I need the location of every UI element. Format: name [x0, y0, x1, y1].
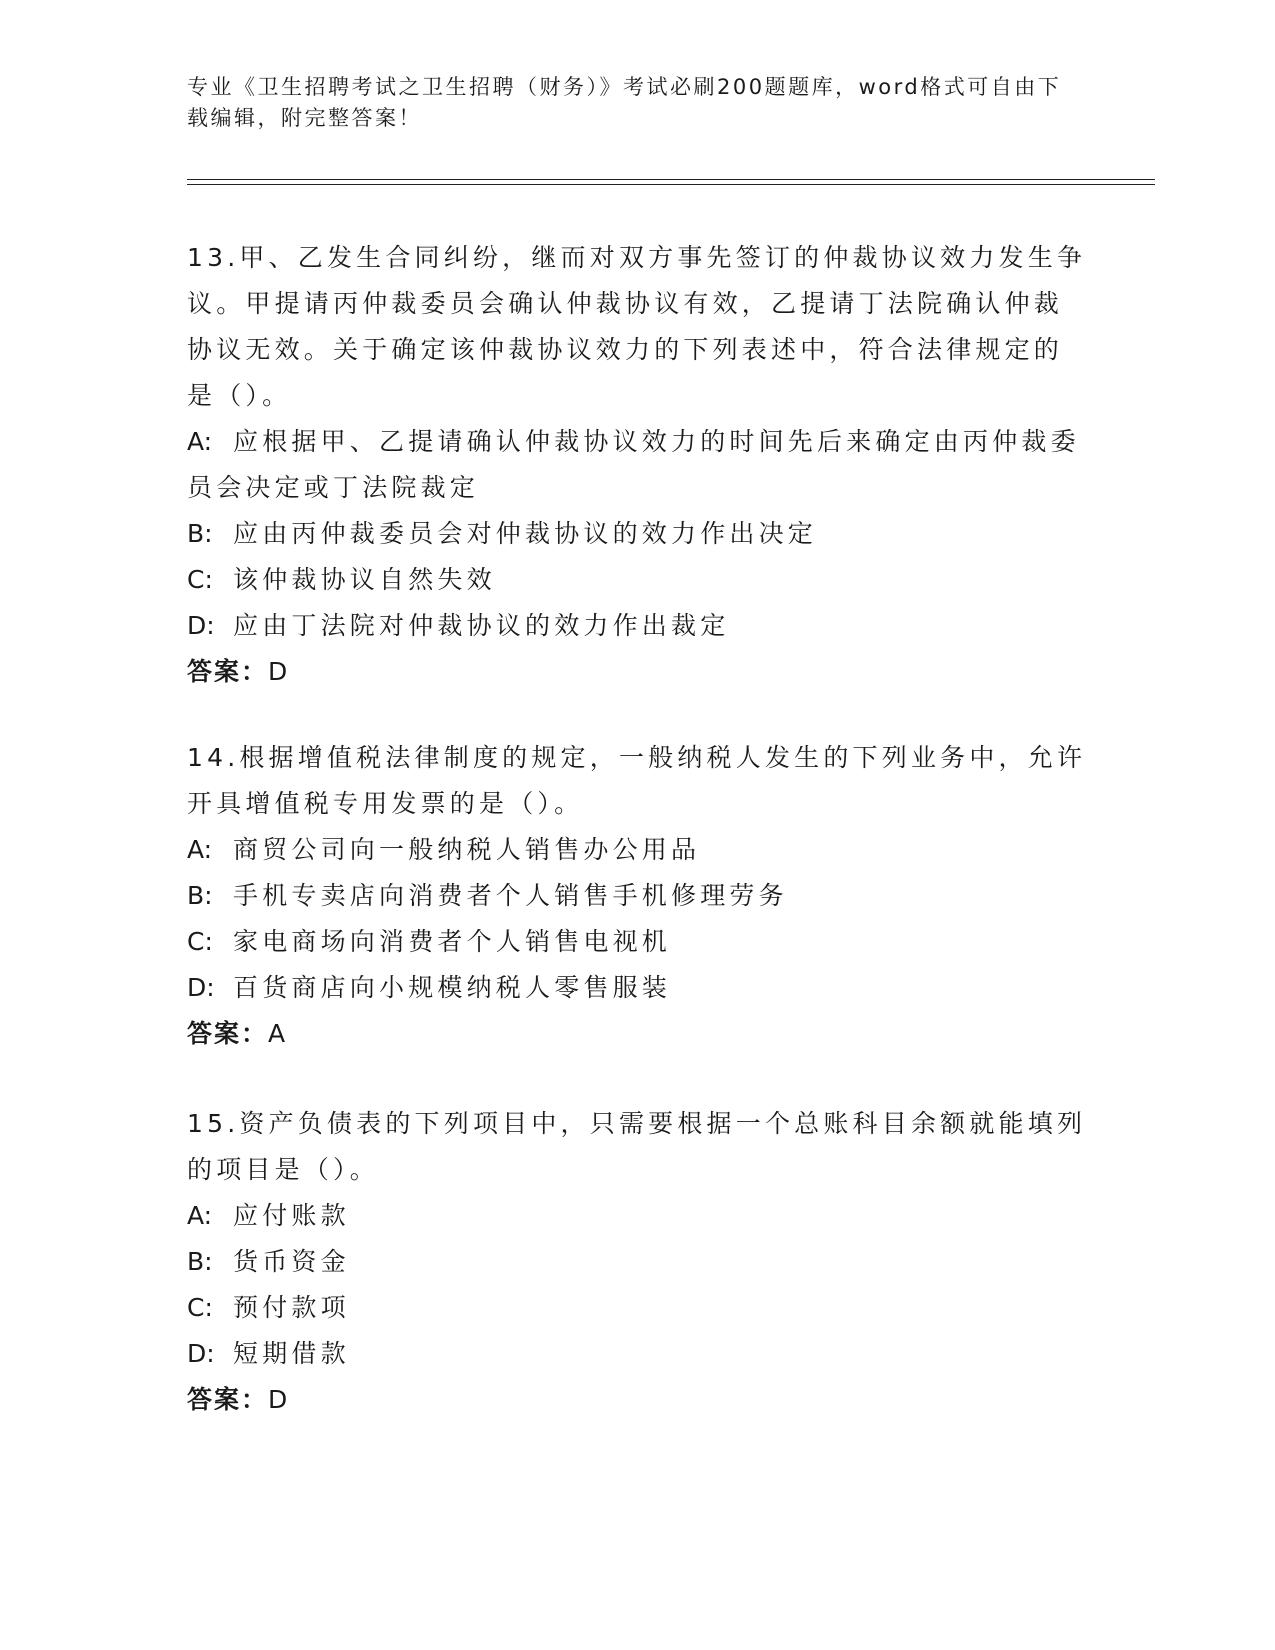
option-b: [187, 511, 1087, 557]
question-15: [187, 1101, 1087, 1423]
option-text: 应由丁法院对仲裁协议的效力作出裁定: [233, 611, 730, 640]
option-d: [187, 603, 1087, 649]
option-text: 家电商场向消费者个人销售电视机: [233, 927, 672, 956]
option-text: 应根据甲、乙提请确认仲裁协议效力的时间先后来确定由丙仲裁委员会决定或丁法院裁定: [187, 427, 1080, 502]
option-letter: D:: [187, 973, 215, 1002]
answer-label: 答案：: [187, 1019, 269, 1048]
option-d: [187, 1331, 1087, 1377]
option-text: 应由丙仲裁委员会对仲裁协议的效力作出决定: [233, 519, 818, 548]
answer-label: 答案：: [187, 1385, 269, 1414]
option-text: 商贸公司向一般纳税人销售办公用品: [233, 835, 701, 864]
answer-label: 答案：: [187, 657, 269, 686]
option-letter: B:: [187, 1247, 213, 1276]
question-14: [187, 735, 1087, 1057]
answer-line: [187, 1377, 1087, 1423]
option-letter: C:: [187, 1293, 213, 1322]
option-text: 预付款项: [233, 1293, 350, 1322]
option-letter: D:: [187, 611, 215, 640]
answer-value: D: [268, 1385, 290, 1414]
question-13: [187, 235, 1087, 695]
option-c: [187, 1285, 1087, 1331]
option-letter: A:: [187, 1201, 213, 1230]
answer-value: D: [268, 657, 290, 686]
answer-value: A: [268, 1019, 288, 1048]
document-header: 专业《卫生招聘考试之卫生招聘（财务）》考试必刷200题题库，word格式可自由下载编辑，附完整答案！: [187, 75, 1062, 130]
question-stem: 13.甲、乙发生合同纠纷，继而对双方事先签订的仲裁协议效力发生争议。甲提请丙仲裁委员会确认仲裁协议有效，乙提请丁法院确认仲裁协议无效。关于确定该仲裁协议效力的下列表述中，符合法律规定的是（）。: [187, 243, 1087, 410]
option-b: [187, 1239, 1087, 1285]
question-stem: 14.根据增值税法律制度的规定，一般纳税人发生的下列业务中，允许开具增值税专用发票的是（）。: [187, 743, 1087, 818]
option-letter: A:: [187, 427, 213, 456]
question-stem: 15.资产负债表的下列项目中，只需要根据一个总账科目余额就能填列的项目是（）。: [187, 1109, 1087, 1184]
header-divider-top: [187, 179, 1155, 180]
header-divider-bottom: [187, 184, 1155, 185]
option-letter: B:: [187, 881, 213, 910]
answer-line: [187, 1011, 1087, 1057]
option-a: [187, 1193, 1087, 1239]
option-text: 应付账款: [233, 1201, 350, 1230]
option-letter: D:: [187, 1339, 215, 1368]
option-text: 手机专卖店向消费者个人销售手机修理劳务: [233, 881, 788, 910]
option-letter: A:: [187, 835, 213, 864]
option-a: [187, 827, 1087, 873]
option-a: [187, 419, 1087, 511]
answer-line: [187, 649, 1087, 695]
option-letter: C:: [187, 927, 213, 956]
option-c: [187, 557, 1087, 603]
option-text: 该仲裁协议自然失效: [233, 565, 496, 594]
option-text: 短期借款: [233, 1339, 350, 1368]
option-text: 百货商店向小规模纳税人零售服装: [233, 973, 672, 1002]
option-b: [187, 873, 1087, 919]
option-letter: C:: [187, 565, 213, 594]
option-text: 货币资金: [233, 1247, 350, 1276]
option-c: [187, 919, 1087, 965]
option-d: [187, 965, 1087, 1011]
option-letter: B:: [187, 519, 213, 548]
